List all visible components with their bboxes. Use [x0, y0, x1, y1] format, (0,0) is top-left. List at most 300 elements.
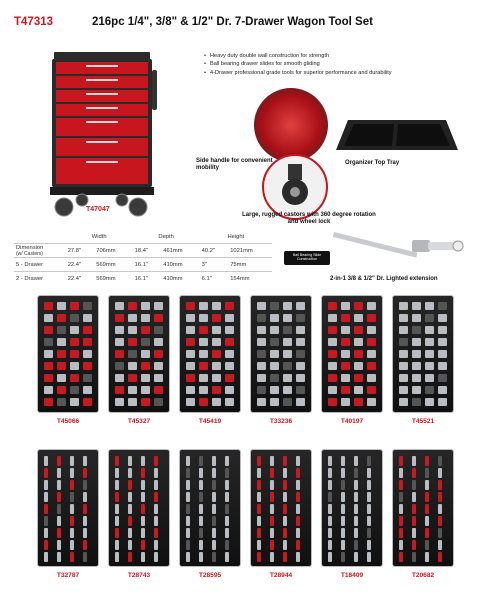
tool-slot	[412, 386, 421, 394]
tool-slot	[199, 528, 203, 538]
tool-slot	[141, 362, 150, 370]
tool-slot	[115, 338, 124, 346]
tool-slot	[270, 386, 279, 394]
tool-slot	[141, 314, 150, 322]
castor-caption: Large, rugged castors with 360 degree rotation and wheel lock	[242, 212, 376, 225]
tool-slot	[212, 314, 221, 322]
tool-slot	[128, 516, 132, 526]
tool-slot	[225, 338, 234, 346]
tool-slot	[283, 314, 292, 322]
top-tray-caption: Organizer Top Tray	[345, 160, 400, 166]
tool-slot	[412, 456, 416, 466]
tool-slot	[83, 456, 87, 466]
tool-slot	[44, 302, 53, 310]
tool-cabinet-image	[46, 50, 168, 222]
tool-slot	[341, 362, 350, 370]
tool-slot	[328, 386, 337, 394]
tool-slot	[154, 468, 158, 478]
tool-slot	[399, 492, 403, 502]
tool-slot	[328, 338, 337, 346]
tool-slot	[354, 516, 358, 526]
tool-slot	[257, 338, 266, 346]
tool-slot	[341, 516, 345, 526]
tool-slot	[328, 528, 332, 538]
tool-slot	[328, 480, 332, 490]
tool-tray-image	[38, 450, 98, 566]
tool-slot	[83, 386, 92, 394]
tool-slot	[115, 350, 124, 358]
tool-slot	[328, 326, 337, 334]
tool-slot	[44, 326, 53, 334]
tool-slot	[70, 504, 74, 514]
tool-slot	[44, 540, 48, 550]
tool-slot	[399, 456, 403, 466]
tool-slot	[199, 350, 208, 358]
feature-item: • Heavy duty double wall construction for strength	[204, 52, 476, 60]
tool-slot	[283, 362, 292, 370]
tool-slot	[412, 362, 421, 370]
tool-slot	[212, 338, 221, 346]
tool-slot	[412, 468, 416, 478]
tool-slot	[70, 338, 79, 346]
tool-slot	[212, 540, 216, 550]
tool-slot	[70, 314, 79, 322]
tool-slot	[412, 374, 421, 382]
tool-tray-image	[322, 450, 382, 566]
tool-slot	[199, 302, 208, 310]
tool-tray-image	[109, 450, 169, 566]
tool-slot	[83, 302, 92, 310]
tool-slot	[270, 540, 274, 550]
tool-slot	[354, 374, 363, 382]
tool-slot	[438, 314, 447, 322]
tool-slot	[199, 326, 208, 334]
tool-slot	[438, 456, 442, 466]
tool-slot	[412, 516, 416, 526]
tool-slot	[270, 398, 279, 406]
cell-width-mm: 569mm	[94, 272, 132, 286]
tool-slot	[70, 552, 74, 562]
tool-slot	[270, 480, 274, 490]
tool-tray-image	[251, 296, 311, 412]
feature-item: • 4-Drawer professional grade tools for superior performance and durability	[204, 69, 476, 77]
tool-slot	[296, 302, 305, 310]
tool-tray-image	[251, 450, 311, 566]
product-code: T47313	[14, 16, 54, 28]
tool-slot	[141, 326, 150, 334]
tool-slot	[199, 374, 208, 382]
tool-slot	[354, 552, 358, 562]
tool-slot	[154, 302, 163, 310]
tool-slot	[44, 528, 48, 538]
tool-slot	[296, 480, 300, 490]
tool-slot	[270, 374, 279, 382]
tool-slot	[83, 338, 92, 346]
tool-slot	[270, 528, 274, 538]
tool-slot	[354, 480, 358, 490]
tool-slot	[257, 516, 261, 526]
tool-slot	[425, 528, 429, 538]
side-handle-image	[254, 88, 328, 162]
tool-slot	[270, 326, 279, 334]
tool-slot	[296, 540, 300, 550]
tool-slot	[141, 302, 150, 310]
tool-slot	[399, 362, 408, 370]
tool-slot	[154, 504, 158, 514]
tool-slot	[412, 314, 421, 322]
tool-slot	[225, 528, 229, 538]
tool-slot	[70, 350, 79, 358]
tool-slot	[128, 456, 132, 466]
tool-slot	[283, 326, 292, 334]
tool-slot	[270, 362, 279, 370]
tool-slot	[57, 492, 61, 502]
tool-slot	[296, 504, 300, 514]
tool-slot	[354, 350, 363, 358]
tool-slot	[212, 468, 216, 478]
tool-slot	[399, 326, 408, 334]
cell-width-mm: 706mm	[94, 244, 132, 258]
tool-slot	[70, 468, 74, 478]
tool-slot	[225, 468, 229, 478]
page-title: 216pc 1/4", 3/8" & 1/2" Dr. 7-Drawer Wagon Tool Set	[92, 16, 373, 28]
tool-slot	[141, 374, 150, 382]
tool-slot	[412, 302, 421, 310]
tool-slot	[199, 516, 203, 526]
tool-slot	[212, 386, 221, 394]
tool-slot	[412, 528, 416, 538]
tool-slot	[225, 326, 234, 334]
tool-slot	[199, 492, 203, 502]
tool-slot	[354, 386, 363, 394]
tool-slot	[328, 350, 337, 358]
tool-slot	[199, 362, 208, 370]
tool-slot	[128, 362, 137, 370]
tool-slot	[44, 350, 53, 358]
tool-slot	[70, 492, 74, 502]
tool-slot	[328, 516, 332, 526]
tool-slot	[44, 480, 48, 490]
tool-slot	[399, 480, 403, 490]
tool-slot	[296, 374, 305, 382]
tool-slot	[283, 552, 287, 562]
tool-slot	[270, 350, 279, 358]
tool-slot	[354, 468, 358, 478]
tool-tray-image	[393, 296, 453, 412]
tool-slot	[257, 386, 266, 394]
tool-slot	[225, 302, 234, 310]
tray-code-label: T45066	[56, 418, 80, 425]
tool-slot	[212, 362, 221, 370]
tool-slot	[57, 540, 61, 550]
tool-slot	[225, 456, 229, 466]
tool-slot	[296, 338, 305, 346]
tool-slot	[70, 456, 74, 466]
tool-slot	[186, 480, 190, 490]
tool-slot	[425, 386, 434, 394]
tool-slot	[115, 398, 124, 406]
tool-slot	[186, 552, 190, 562]
tool-slot	[128, 528, 132, 538]
tool-slot	[57, 314, 66, 322]
tool-slot	[257, 456, 261, 466]
tool-slot	[399, 504, 403, 514]
row-sublabel: (w/ Casters)	[16, 250, 43, 257]
tool-slot	[186, 338, 195, 346]
tool-slot	[328, 456, 332, 466]
tool-slot	[367, 302, 376, 310]
tool-slot	[354, 456, 358, 466]
tool-slot	[212, 516, 216, 526]
tool-slot	[141, 468, 145, 478]
tool-slot	[412, 504, 416, 514]
tool-slot	[115, 326, 124, 334]
tool-slot	[354, 492, 358, 502]
tool-slot	[57, 350, 66, 358]
tray-code-label: T45521	[411, 418, 435, 425]
tool-slot	[212, 552, 216, 562]
tool-slot	[283, 350, 292, 358]
row-label: 2 - Drawer	[14, 272, 66, 286]
tool-slot	[296, 516, 300, 526]
tool-slot	[341, 492, 345, 502]
tool-slot	[186, 540, 190, 550]
tool-slot	[57, 302, 66, 310]
tool-slot	[296, 528, 300, 538]
tool-slot	[412, 540, 416, 550]
tool-slot	[225, 374, 234, 382]
tool-slot	[296, 552, 300, 562]
tool-slot	[44, 516, 48, 526]
tool-slot	[341, 552, 345, 562]
tool-slot	[425, 326, 434, 334]
tool-slot	[438, 398, 447, 406]
tool-slot	[367, 314, 376, 322]
tool-slot	[438, 386, 447, 394]
tray-code-label: T18409	[340, 572, 364, 579]
tool-slot	[83, 528, 87, 538]
tool-slot	[199, 456, 203, 466]
tool-slot	[141, 540, 145, 550]
tool-slot	[141, 350, 150, 358]
tool-slot	[199, 338, 208, 346]
tool-slot	[128, 338, 137, 346]
tool-slot	[83, 540, 87, 550]
tool-slot	[270, 468, 274, 478]
tool-slot	[257, 504, 261, 514]
tool-slot	[186, 516, 190, 526]
tool-slot	[399, 386, 408, 394]
tool-slot	[341, 302, 350, 310]
tool-slot	[412, 350, 421, 358]
tool-slot	[141, 516, 145, 526]
tool-slot	[341, 338, 350, 346]
tool-slot	[115, 516, 119, 526]
tool-slot	[354, 504, 358, 514]
tool-slot	[83, 516, 87, 526]
tool-slot	[44, 374, 53, 382]
tool-slot	[296, 362, 305, 370]
tool-slot	[296, 326, 305, 334]
tool-slot	[83, 468, 87, 478]
tool-slot	[83, 350, 92, 358]
tool-slot	[141, 398, 150, 406]
tool-slot	[354, 314, 363, 322]
tool-slot	[212, 350, 221, 358]
tool-slot	[283, 374, 292, 382]
tool-slot	[186, 386, 195, 394]
tool-slot	[141, 338, 150, 346]
tray-code-label: T45419	[198, 418, 222, 425]
tool-slot	[212, 492, 216, 502]
tool-slot	[341, 386, 350, 394]
tool-slot	[57, 528, 61, 538]
tool-slot	[425, 540, 429, 550]
tool-slot	[341, 398, 350, 406]
tool-slot	[399, 338, 408, 346]
tool-slot	[83, 552, 87, 562]
tool-slot	[412, 492, 416, 502]
tool-slot	[270, 456, 274, 466]
tool-slot	[412, 552, 416, 562]
tool-slot	[438, 350, 447, 358]
feature-item: • Ball bearing drawer slides for smooth gliding	[204, 60, 476, 68]
tool-slot	[438, 302, 447, 310]
feature-list	[204, 52, 476, 77]
tool-slot	[367, 350, 376, 358]
tray-code-label: T28944	[269, 572, 293, 579]
tool-slot	[328, 302, 337, 310]
cell-height-in: 3"	[200, 258, 229, 272]
tool-slot	[154, 492, 158, 502]
table-row	[14, 272, 272, 286]
tool-slot	[296, 386, 305, 394]
tool-slot	[44, 552, 48, 562]
tool-slot	[367, 398, 376, 406]
tool-slot	[115, 468, 119, 478]
table-row	[14, 258, 272, 272]
tool-slot	[70, 480, 74, 490]
tool-slot	[141, 492, 145, 502]
tool-slot	[270, 504, 274, 514]
cell-depth-mm: 461mm	[161, 244, 199, 258]
tool-slot	[154, 540, 158, 550]
tool-slot	[257, 398, 266, 406]
tool-slot	[154, 480, 158, 490]
tool-slot	[341, 540, 345, 550]
tool-slot	[186, 350, 195, 358]
tool-slot	[438, 326, 447, 334]
cabinet-code: T47047	[86, 206, 110, 213]
tool-slot	[128, 492, 132, 502]
tool-slot	[354, 362, 363, 370]
cell-depth-in: 18.4"	[133, 244, 162, 258]
tool-slot	[425, 314, 434, 322]
tool-slot	[257, 552, 261, 562]
tool-slot	[128, 350, 137, 358]
tool-slot	[115, 302, 124, 310]
tool-slot	[212, 480, 216, 490]
tool-tray-image	[322, 296, 382, 412]
tool-slot	[438, 362, 447, 370]
tool-slot	[44, 504, 48, 514]
tool-slot	[399, 302, 408, 310]
tool-slot	[128, 386, 137, 394]
tool-slot	[328, 374, 337, 382]
tool-slot	[70, 326, 79, 334]
tool-slot	[154, 314, 163, 322]
tool-slot	[367, 386, 376, 394]
tool-slot	[57, 362, 66, 370]
tool-slot	[283, 338, 292, 346]
tool-slot	[186, 398, 195, 406]
tool-slot	[154, 398, 163, 406]
tool-slot	[341, 350, 350, 358]
tool-slot	[341, 528, 345, 538]
tool-slot	[154, 552, 158, 562]
tray-code-label: T45327	[127, 418, 151, 425]
cell-width-in: 22.4"	[66, 272, 95, 286]
tool-slot	[57, 552, 61, 562]
tool-slot	[283, 516, 287, 526]
tool-slot	[283, 528, 287, 538]
tool-slot	[83, 374, 92, 382]
tool-slot	[257, 480, 261, 490]
tool-slot	[128, 326, 137, 334]
tool-slot	[367, 504, 371, 514]
tool-slot	[412, 398, 421, 406]
tool-slot	[212, 398, 221, 406]
tool-slot	[283, 468, 287, 478]
tool-slot	[141, 456, 145, 466]
tool-slot	[425, 362, 434, 370]
tool-slot	[44, 492, 48, 502]
tool-slot	[412, 338, 421, 346]
tool-slot	[296, 456, 300, 466]
tool-slot	[283, 492, 287, 502]
tool-slot	[186, 492, 190, 502]
row-label: 5 - Drawer	[14, 258, 66, 272]
tool-slot	[283, 398, 292, 406]
tray-code-label: T28743	[127, 572, 151, 579]
tool-slot	[57, 326, 66, 334]
tray-code-label: T32787	[56, 572, 80, 579]
cell-width-in: 22.4"	[66, 258, 95, 272]
tool-slot	[412, 480, 416, 490]
tool-slot	[83, 492, 87, 502]
tool-slot	[44, 398, 53, 406]
tool-slot	[154, 338, 163, 346]
tool-slot	[438, 468, 442, 478]
tool-slot	[438, 516, 442, 526]
tool-slot	[257, 302, 266, 310]
tool-slot	[44, 386, 53, 394]
tool-slot	[115, 552, 119, 562]
tool-slot	[341, 504, 345, 514]
tool-slot	[341, 314, 350, 322]
tool-slot	[328, 468, 332, 478]
tool-slot	[257, 374, 266, 382]
tool-slot	[425, 468, 429, 478]
tool-slot	[425, 398, 434, 406]
tool-slot	[128, 480, 132, 490]
tool-slot	[399, 398, 408, 406]
tool-slot	[367, 492, 371, 502]
tool-slot	[367, 468, 371, 478]
tool-slot	[186, 468, 190, 478]
tool-slot	[128, 398, 137, 406]
tool-slot	[225, 398, 234, 406]
